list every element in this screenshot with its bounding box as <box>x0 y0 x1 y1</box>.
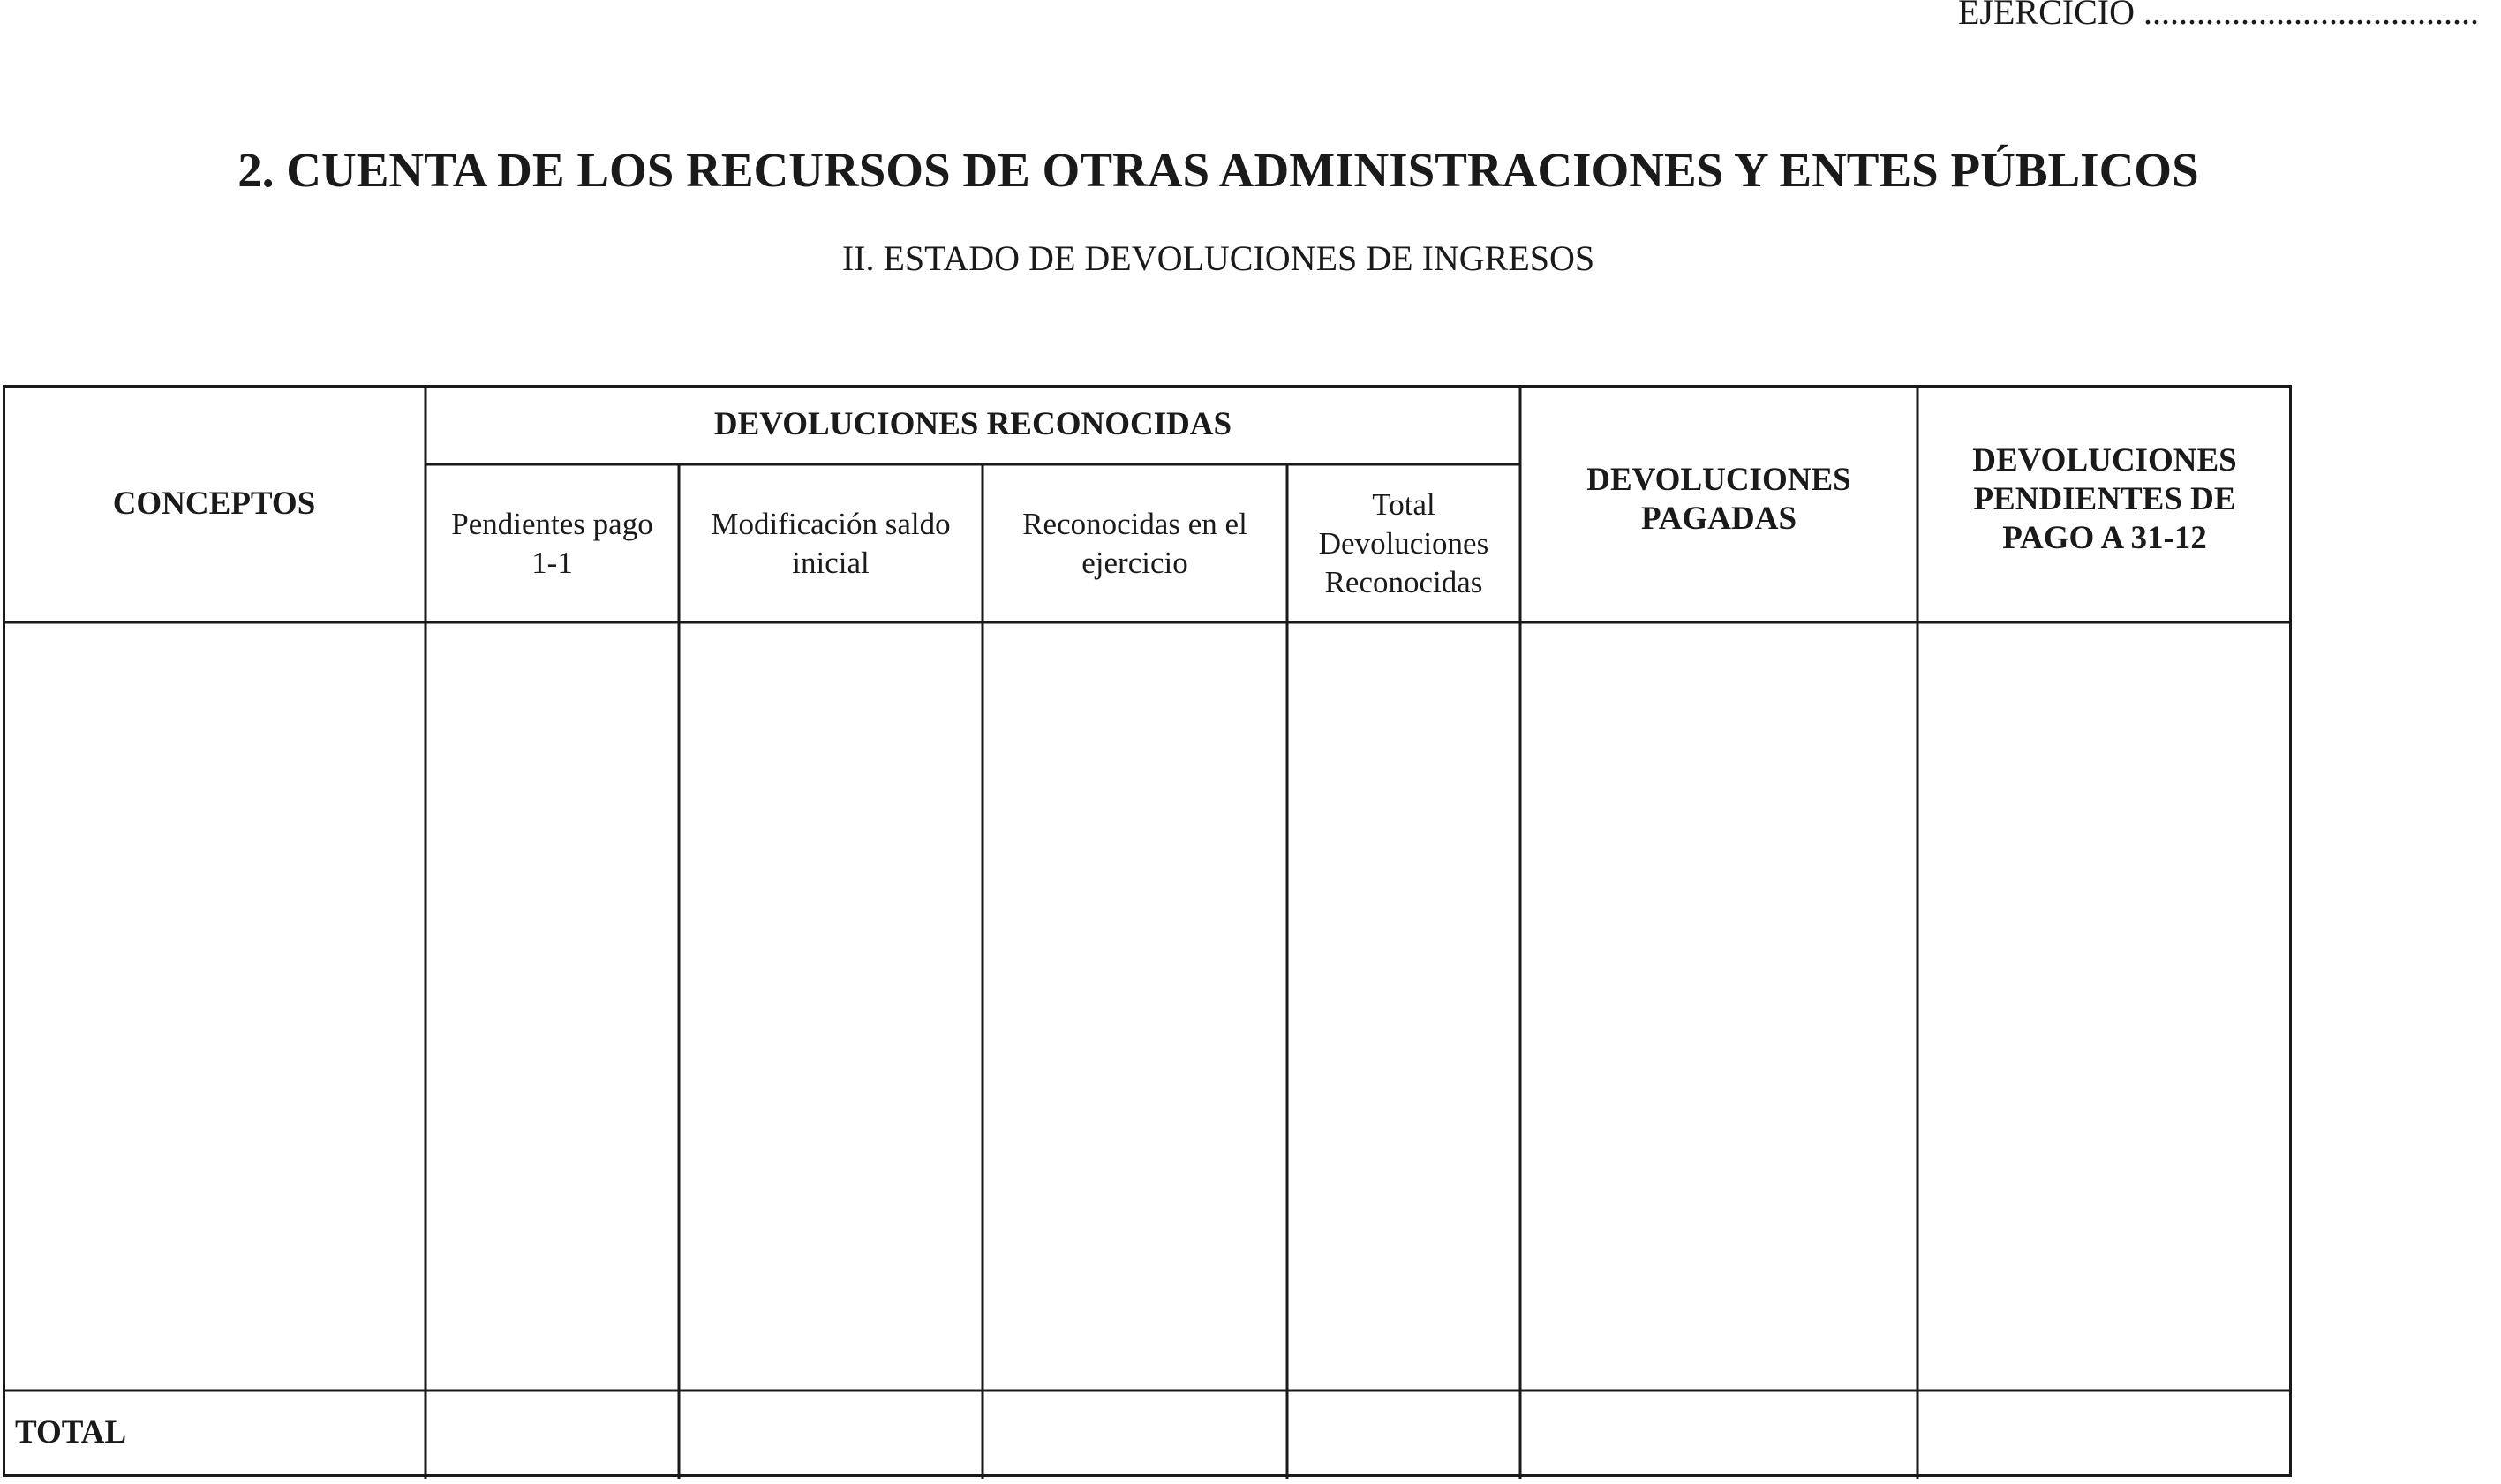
total-cell-devoluciones-pagadas[interactable] <box>1520 1390 1917 1479</box>
body-cell-pendientes-pago[interactable] <box>426 622 679 1390</box>
body-cell-devoluciones-pendientes[interactable] <box>1917 622 2292 1390</box>
body-cell-reconocidas-ejercicio[interactable] <box>983 622 1287 1390</box>
header-total-devoluciones: Total Devoluciones Reconocidas <box>1318 486 1489 599</box>
ejercicio-field: EJERCICIO ...................................... <box>1958 0 2479 30</box>
header-reconocidas-ejercicio: Reconocidas en el ejercicio <box>1022 506 1247 580</box>
header-pendientes-pago: Pendientes pago 1-1 <box>451 506 653 580</box>
header-modificacion-saldo: Modificación saldo inicial <box>711 506 951 580</box>
total-cell-total-devoluciones[interactable] <box>1287 1390 1520 1479</box>
header-devoluciones-pagadas: DEVOLUCIONES PAGADAS <box>1586 461 1851 537</box>
body-cell-total-devoluciones[interactable] <box>1287 622 1520 1390</box>
header-devoluciones-pendientes-31-12: DEVOLUCIONES PENDIENTES DE PAGO A 31-12 <box>1972 441 2237 556</box>
header-conceptos: CONCEPTOS <box>112 485 316 522</box>
total-cell-pendientes-pago[interactable] <box>426 1390 679 1479</box>
total-cell-devoluciones-pendientes[interactable] <box>1917 1390 2292 1479</box>
document-subtitle: II. ESTADO DE DEVOLUCIONES DE INGRESOS <box>841 238 1595 278</box>
document-title: 2. CUENTA DE LOS RECURSOS DE OTRAS ADMINISTRACIONES Y ENTES PÚBLICOS <box>237 143 2199 197</box>
total-row-label: TOTAL <box>15 1414 127 1450</box>
body-cell-devoluciones-pagadas[interactable] <box>1520 622 1917 1390</box>
body-cell-conceptos[interactable] <box>3 622 426 1390</box>
body-cell-modificacion-saldo[interactable] <box>679 622 983 1390</box>
header-devoluciones-reconocidas: DEVOLUCIONES RECONOCIDAS <box>713 406 1232 442</box>
devoluciones-table <box>3 385 2292 1479</box>
total-cell-modificacion-saldo[interactable] <box>679 1390 983 1479</box>
total-cell-reconocidas-ejercicio[interactable] <box>983 1390 1287 1479</box>
